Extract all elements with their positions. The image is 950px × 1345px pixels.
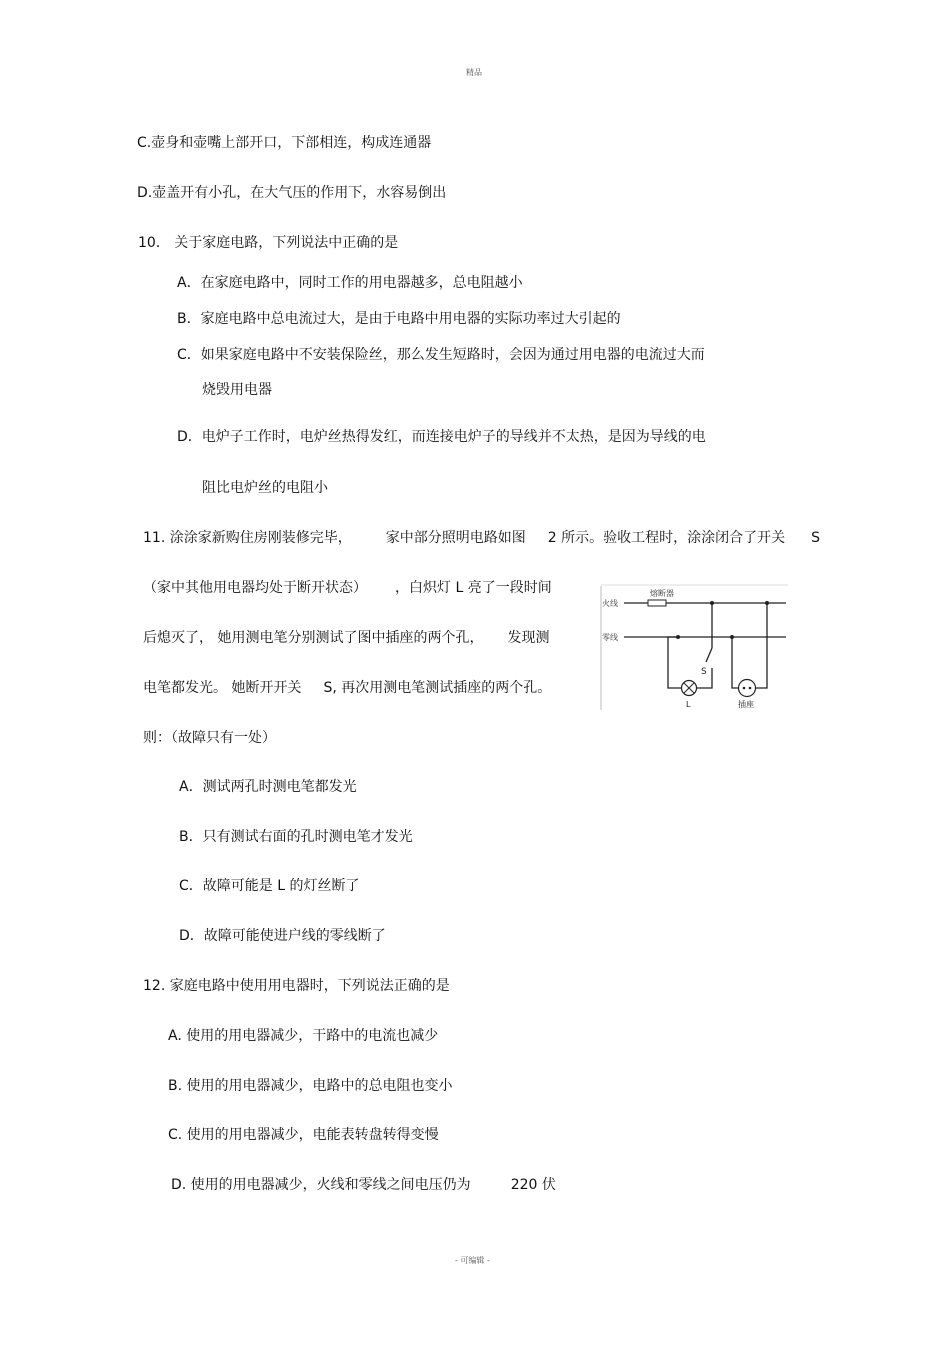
fuse-symbol — [648, 600, 666, 606]
q12-stem: 12. 家庭电路中使用用电器时，下列说法正确的是 — [143, 978, 450, 994]
q12-option-d-value: 220 伏 — [510, 1177, 556, 1193]
q10-option-d-line2: 阻比电炉丝的电阻小 — [202, 480, 328, 496]
q11-stem-part3: 2 所示。验收工程时，涂涂闭合了开关 — [547, 530, 786, 546]
lamp-symbol — [682, 681, 697, 696]
neutral-wire-label: 零线 — [602, 633, 618, 642]
q10-option-b: B．家庭电路中总电流过大，是由于电路中用电器的实际功率过大引起的 — [177, 311, 621, 327]
q11-stem-line4-part1: 电笔都发光。 她断开开关 — [143, 680, 302, 696]
q10-option-a: A．在家庭电路中，同时工作的用电器越多，总电阻越小 — [177, 275, 523, 291]
socket-left-wire — [732, 637, 738, 688]
q11-stem-line5: 则：（故障只有一处） — [143, 730, 276, 746]
lamp-return-wire — [668, 637, 681, 688]
q11-stem-line2-part1: （家中其他用电器均处于断开状态） — [143, 580, 367, 596]
q10-option-c-line1: C．如果家庭电路中不安装保险丝，那么发生短路时，会因为通过用电器的电流过大而 — [177, 347, 705, 363]
q10-stem: 10． 关于家庭电路，下列说法中正确的是 — [138, 235, 399, 251]
fuse-label: 熔断器 — [650, 589, 674, 598]
q11-stem-line3-part1: 后熄灭了， 她用测电笔分别测试了图中插座的两个孔， — [143, 630, 484, 646]
q10-option-d-line1: D．电炉子工作时，电炉丝热得发红，而连接电炉子的导线并不太热，是因为导线的电 — [177, 429, 706, 445]
q12-option-c: C. 使用的用电器减少，电能表转盘转得变慢 — [168, 1127, 439, 1143]
q11-stem-line3 — [143, 629, 549, 647]
q12-option-d — [171, 1176, 556, 1194]
socket-right-wire — [756, 603, 767, 688]
q11-stem-line4-part2: S, 再次用测电笔测试插座的两个孔。 — [323, 680, 552, 696]
q9-option-d: D.壶盖开有小孔，在大气压的作用下，水容易倒出 — [137, 185, 447, 201]
switch-lever — [706, 648, 712, 662]
q11-stem-line2-part2: ，白炽灯 L 亮了一段时间 — [395, 580, 552, 596]
q11-option-b: B．只有测试右面的孔时测电笔才发光 — [179, 829, 413, 845]
q11-option-d: D．故障可能使进户线的零线断了 — [179, 928, 386, 944]
q11-stem-part1: 11. 涂涂家新购住房刚装修完毕， — [143, 530, 352, 546]
q12-option-d-text: D. 使用的用电器减少，火线和零线之间电压仍为 — [171, 1177, 471, 1193]
q10-option-c-line2: 烧毁用电器 — [202, 382, 272, 398]
q11-stem-part4: S — [811, 530, 820, 546]
q11-stem-line1 — [143, 529, 820, 547]
q11-stem-part2: 家中部分照明电路如图 — [385, 530, 526, 546]
switch-label: S — [701, 667, 707, 677]
page-footer: - 可编辑 - — [455, 1256, 490, 1265]
q12-option-b: B. 使用的用电器减少，电路中的总电阻也变小 — [168, 1078, 453, 1094]
q11-stem-line2 — [143, 579, 552, 597]
q11-stem-line4 — [143, 679, 551, 697]
q9-option-c: C.壶身和壶嘴上部开口，下部相连，构成连通器 — [137, 135, 432, 151]
q11-stem-line3-part2: 发现测 — [507, 630, 550, 646]
socket-symbol — [739, 680, 756, 697]
lamp-label: L — [686, 700, 691, 709]
page-header: 精品 — [466, 68, 482, 77]
q11-option-c: C．故障可能是 L 的灯丝断了 — [179, 878, 360, 894]
live-wire-label: 火线 — [602, 599, 618, 608]
circuit-diagram — [600, 584, 788, 710]
socket-label: 插座 — [738, 700, 754, 709]
q11-option-a: A．测试两孔时测电笔都发光 — [179, 779, 357, 795]
q12-option-a: A. 使用的用电器减少，干路中的电流也减少 — [168, 1028, 439, 1044]
